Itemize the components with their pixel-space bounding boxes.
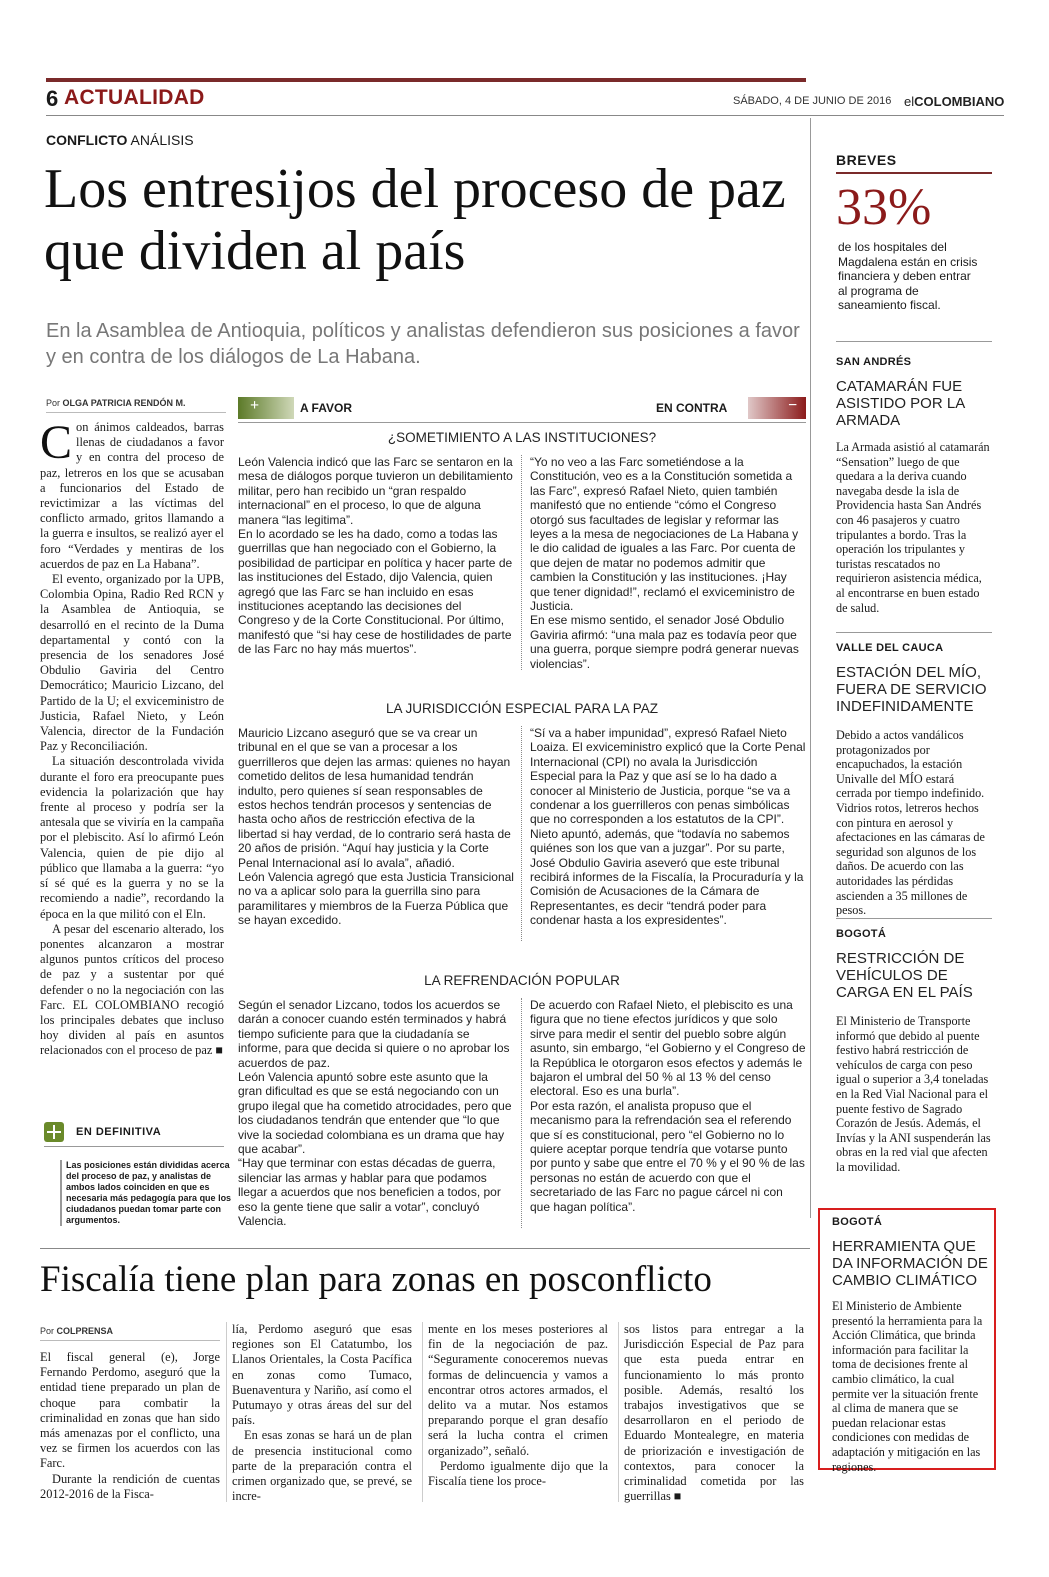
- article-paragraph: El evento, organizado por la UPB, Colombia Opina, Radio Red RCN y la Asamblea de Antioquia, se desarrolló en el recinto de la Duma departamental y contó con la presencia de los senadores José Obdulio Gaviria del Centro Democrático; Mauricio Lizcano, del Partido de la U; el exviceministro de Justicia, Rafael Nieto, y León Valencia, director de la Fundación Paz y Reconciliación.: [40, 572, 224, 754]
- column-divider: [226, 1322, 227, 1502]
- kicker-topic: CONFLICTO: [46, 132, 128, 148]
- brief-body: Debido a actos vandálicos protagonizados por encapuchados, la estación Univalle del MÍO estará cerrada por tiempo indefinido. Vidrios rotos, letreros hechos con pintura en aerosol y afectaciones en las cámaras de seguridad son algunos de los daños. De acuerdo con las autoridades las pérdidas ascienden a 35 millones de pesos.: [836, 728, 985, 918]
- byline-author: OLGA PATRICIA RENDÓN M.: [62, 398, 186, 408]
- column-divider: [521, 455, 522, 670]
- masthead-el: el: [904, 94, 915, 109]
- debate-section-title: LA REFRENDACIÓN POPULAR: [424, 973, 620, 988]
- article-headline: Los entresijos del proceso de paz que dividen al país: [44, 158, 786, 282]
- contra-minus-icon: −: [748, 397, 806, 419]
- article2-paragraph: Durante la rendición de cuentas 2012-2016 de la Fisca-: [40, 1471, 220, 1501]
- byline-rule: [46, 412, 226, 413]
- article2-paragraph: El fiscal general (e), Jorge Fernando Perdomo, aseguró que la entidad tiene preparado un plan de choque para combatir la criminalidad en zonas que han sido más amenazas por el conflicto, una vez se firmen los acuerdos con las Farc.: [40, 1350, 220, 1471]
- contra-label: EN CONTRA: [656, 401, 728, 415]
- brief-headline: HERRAMIENTA QUE DA INFORMACIÓN DE CAMBIO CLIMÁTICO: [832, 1238, 988, 1289]
- article-divider: [40, 1248, 810, 1249]
- byline-prefix: Por: [46, 398, 61, 408]
- brief-body: El Ministerio de Transporte informó que debido al puente festivo habrá restricción de vehículos de carga con peso igual o superior a 3,4 toneladas en la Red Vial Nacional para el puente festivo de Sagrado Corazón de Jesús. Además, el Invías y la ANI suspenderán las obras en la red vial que afecten la movilidad.: [836, 1014, 991, 1174]
- kicker-type: ANÁLISIS: [130, 132, 194, 148]
- brief-divider: [836, 918, 992, 919]
- article2-paragraph: sos listos para entregar a la Jurisdicción Especial de Paz para que esta pueda entrar en funcionamiento lo más pronto posible. Además, resaltó los trabajos investigativos que se desarrollaron en el periodo de Eduardo Montealegre, en materia de priorización e investigación de contextos, para conocer la criminalidad cometida por las guerrillas ■: [624, 1322, 804, 1504]
- article2-byline: [40, 1326, 113, 1336]
- debate-section-title: ¿SOMETIMIENTO A LAS INSTITUCIONES?: [387, 430, 657, 445]
- brief-headline: RESTRICCIÓN DE VEHÍCULOS DE CARGA EN EL PAÍS: [836, 950, 973, 1001]
- contra-text: De acuerdo con Rafael Nieto, el plebiscito es una figura que no tiene efectos jurídicos y que solo sirve para medir el sentir del pueblo sobre algún asunto, sin embargo, “el Gobierno y el Congreso de la República le otorgaron esos efectos y además le bajaron el umbral del 50 % al 13 % del censo electoral. Eso es una burla”. Por esta razón, el analista propuso que el mecanismo para la refrendación sea el referendo que sí es constitucional, pero “el Gobierno no lo quiere aceptar porque tendría que votarse punto por punto y sabe que entre el 70 % y el 90 % de las personas no están de acuerdo con que el secretariado de las Farc no pague cárcel ni con que hagan política”.: [530, 998, 806, 1214]
- masthead: [904, 94, 1004, 109]
- column-divider: [422, 1322, 423, 1502]
- brief-headline: CATAMARÁN FUE ASISTIDO POR LA ARMADA: [836, 378, 965, 429]
- brief-divider: [836, 341, 992, 342]
- brief-body: El Ministerio de Ambiente presentó la herramienta para la Acción Climática, que brinda información para facilitar la toma de decisiones frente al cambio climático, la cual permite ver la situación frente al clima de manera que se puedan relacionar estas condiciones con medidas de adaptación y mitigación en las regiones.: [832, 1299, 983, 1474]
- column-divider: [521, 726, 522, 941]
- issue-date: SÁBADO, 4 DE JUNIO DE 2016: [733, 95, 892, 107]
- brief-location: SAN ANDRÉS: [836, 356, 912, 368]
- column-divider: [618, 1322, 619, 1502]
- breves-title: BREVES: [836, 152, 897, 168]
- favor-plus-icon: +: [238, 397, 294, 419]
- debate-section-title: LA JURISDICCIÓN ESPECIAL PARA LA PAZ: [385, 701, 659, 716]
- stat-text: de los hospitales del Magdalena están en crisis financiera y deben entrar al programa de saneamiento fiscal.: [838, 240, 978, 312]
- breves-rule: [836, 172, 992, 174]
- article2-paragraph: Perdomo igualmente dijo que la Fiscalía tiene los proce-: [428, 1458, 608, 1489]
- drop-cap: C: [40, 416, 73, 469]
- article2-column: [624, 1322, 804, 1504]
- article2-paragraph: mente en los meses posteriores al fin de la negociación de paz. “Seguramente conoceremos nuevas formas de delincuencia y vamos a encontrar otros actores armados, el delito va a mutar. Nos estamos preparando porque el gran desafío será la lucha contra el crimen organizado”, señaló.: [428, 1322, 608, 1458]
- article-dek: En la Asamblea de Antioquia, políticos y analistas defendieron sus posiciones a favor y en contra de los diálogos de La Habana.: [46, 320, 800, 368]
- contra-text: “Sí va a haber impunidad”, expresó Rafael Nieto Loaiza. El exviceministro explicó que la Corte Penal Internacional (CPI) no avala la Jurisdicción Especial para la Paz y que así se lo ha dado a conocer al Ministerio de Justicia, porque “se va a condenar a los guerrilleros con penas simbólicas que no corresponden a los estatutos de la CPI”. Nieto apuntó, además, que “todavía no sabemos quiénes son los que van a juzgar”. Por su parte, José Obdulio Gaviria aseveró que este tribunal recibirá informes de la Fiscalía, la Procuraduría y la Comisión de Acusaciones de la Cámara de Representantes, es decir “tendrá poder para condenar hasta a los expresidentes”.: [530, 726, 806, 928]
- header-divider: [46, 115, 1004, 116]
- page-number: 6: [46, 86, 59, 111]
- favor-text: Según el senador Lizcano, todos los acuerdos se darán a conocer cuando estén terminados y habrá tiempo suficiente para que la ciudadanía se informe, para que decida si quiere o no aprobar los acuerdos de paz. León Valencia apuntó sobre este asunto que la gran dificultad es que se está negociando con un grupo ilegal que ha cometido atrocidades, pero que los ciudadanos tendrán que entender que “lo que vive la sociedad colombiana es un drama que hay que acabar”. “Hay que terminar con estas décadas de guerra, silenciar las armas y hablar para que podamos llegar a acuerdos que nos beneficien a todos, por eso la gente tiene que salir a votar”, concluyó Valencia.: [238, 998, 512, 1229]
- paragraph-text: on ánimos caldeados, barras llenas de ciudadanos a favor y en contra del proceso de paz, letreros en los que se acusaban a funcionarios del Estado de revictimizar a las víctimas del conflicto armado, gritos llamando a la guerra e insultos, se realizó ayer el foro “Verdades y mentiras de los acuerdos de paz en La Habana”.: [40, 420, 224, 571]
- column-divider: [521, 998, 522, 1228]
- brief-headline: ESTACIÓN DEL MÍO, FUERA DE SERVICIO INDEFINIDAMENTE: [836, 664, 987, 715]
- debate-rule: [238, 422, 806, 423]
- article2-column: [232, 1322, 412, 1504]
- stat-value: 33%: [836, 179, 932, 236]
- article-paragraph: La situación descontrolada vivida durante el foro era preocupante pues evidencia la polarización que hay frente al proceso y podría ser la antesala que se viviría en la campaña por el plebiscito. Así lo afirmó León Valencia, quien de pie dijo al público que llamaba a la guerra: “yo sí sé qué es la guerra y no se la recomiendo a nadie”, recordando la época en la que militó con el Eln.: [40, 754, 224, 921]
- contra-text: “Yo no veo a las Farc sometiéndose a la Constitución, veo es a la Constitución sometida a las Farc”, expresó Rafael Nieto, quien también manifestó que no entiende “cómo el Congreso otorgó sus facultades de legislar y reformar las leyes a la mesa de negociaciones de La Habana y le dio calidad de iguales a las Farc. Por cuenta de que dejen de matar no podemos admitir que cambien la Constitución y las instituciones. ¡Hay que tener dignidad!”, reclamó el exviceministro de Justicia. En ese mismo sentido, el senador José Obdulio Gaviria afirmó: “una mala paz es todavía peor que una guerra, porque siempre podrá generar nuevas violencias”.: [530, 455, 799, 671]
- header-top-rule: [46, 78, 806, 82]
- en-definitiva-rule: [44, 1146, 224, 1147]
- article2-column: [428, 1322, 608, 1489]
- article2-headline: Fiscalía tiene plan para zonas en posconflicto: [40, 1259, 712, 1300]
- article2-paragraph: En esas zonas se hará un de plan de presencia institucional como parte de la preparación contra el crimen organizado que, se prevé, se incre-: [232, 1428, 412, 1504]
- article2-paragraph: lía, Perdomo aseguró que esas regiones son El Catatumbo, los Llanos Orientales, la Costa Pacífica en zonas como Tumaco, Buenaventura y Nariño, así como el Putumayo y otras áreas del sur del país.: [232, 1322, 412, 1428]
- favor-text: León Valencia indicó que las Farc se sentaron en la mesa de diálogos porque tuvieron un debilitamiento militar, pero han recibido un “gran respaldo internacional” en el proceso, lo que de alguna manera “las legitima”. En lo acordado se les ha dado, como a todas las guerrillas que han negociado con el Gobierno, la posibilidad de participar en política y hacer parte de las instituciones del Estado, dijo Valencia, quien agregó que las Farc se han incluido en esas instituciones aceptando las decisiones del Congreso y de la Corte Constitucional. Por último, manifestó que “si hay cese de hostilidades de parte de las Farc no hay más muertos”.: [238, 455, 513, 657]
- article2-column: [40, 1350, 220, 1502]
- byline-rule: [40, 1340, 220, 1341]
- section-name: ACTUALIDAD: [64, 86, 205, 109]
- article-paragraph: [40, 416, 224, 572]
- en-definitiva-title: EN DEFINITIVA: [76, 1126, 162, 1138]
- article-byline: [46, 398, 186, 408]
- byline-prefix: Por: [40, 1326, 55, 1336]
- article-kicker: [46, 132, 194, 148]
- favor-text: Mauricio Lizcano aseguró que se va crear un tribunal en el que se van a procesar a los guerrilleros que dejen las armas: quienes no hayan cometido delitos de lesa humanidad tendrán indulto, pero quienes sí sean responsables de estos hechos tendrán procesos y sentencias de hasta ocho años de restricción efectiva de la libertad si hay verdad, de lo contrario será hasta de 20 años de prisión. “Aquí hay justicia y la Corte Penal Internacional así lo avala”, añadió. León Valencia agregó que esta Justicia Transicional no va a aplicar solo para la guerrilla sino para paramilitares y miembros de la Fuerza Pública que se hayan excedido.: [238, 726, 514, 928]
- brief-location: BOGOTÁ: [836, 928, 887, 940]
- brief-divider: [836, 632, 992, 633]
- plus-icon: [44, 1122, 64, 1142]
- article-body-column: [40, 416, 224, 1059]
- byline-author: COLPRENSA: [56, 1326, 114, 1336]
- brief-location: BOGOTÁ: [832, 1216, 883, 1228]
- brief-location: VALLE DEL CAUCA: [836, 642, 944, 654]
- favor-label: A FAVOR: [300, 401, 353, 415]
- brief-body: La Armada asistió al catamarán “Sensation” luego de que quedara a la deriva cuando navegaba desde la isla de Providencia hasta San Andrés con 46 pasajeros y cuatro tripulantes a bordo. Tras la operación los tripulantes y turistas rescatados no requirieron asistencia médica, al encontrarse en buen estado de salud.: [836, 440, 990, 615]
- masthead-name: COLOMBIANO: [914, 94, 1005, 109]
- article-paragraph: A pesar del escenario alterado, los ponentes alcanzaron a mostrar algunos puntos críticos del proceso de paz y a sustentar por qué defender o no la negociación con las Farc. EL COLOMBIANO recogió los principales debates que incluso hoy dividen al país en asuntos relacionados con el proceso de paz ■: [40, 921, 224, 1058]
- en-definitiva-text: Las posiciones están divididas acerca del proceso de paz, y anaIistas de ambos lados coinciden en que es necesaria más pedagogía para que los ciudadanos puedan tomar parte con argumentos.: [60, 1160, 232, 1226]
